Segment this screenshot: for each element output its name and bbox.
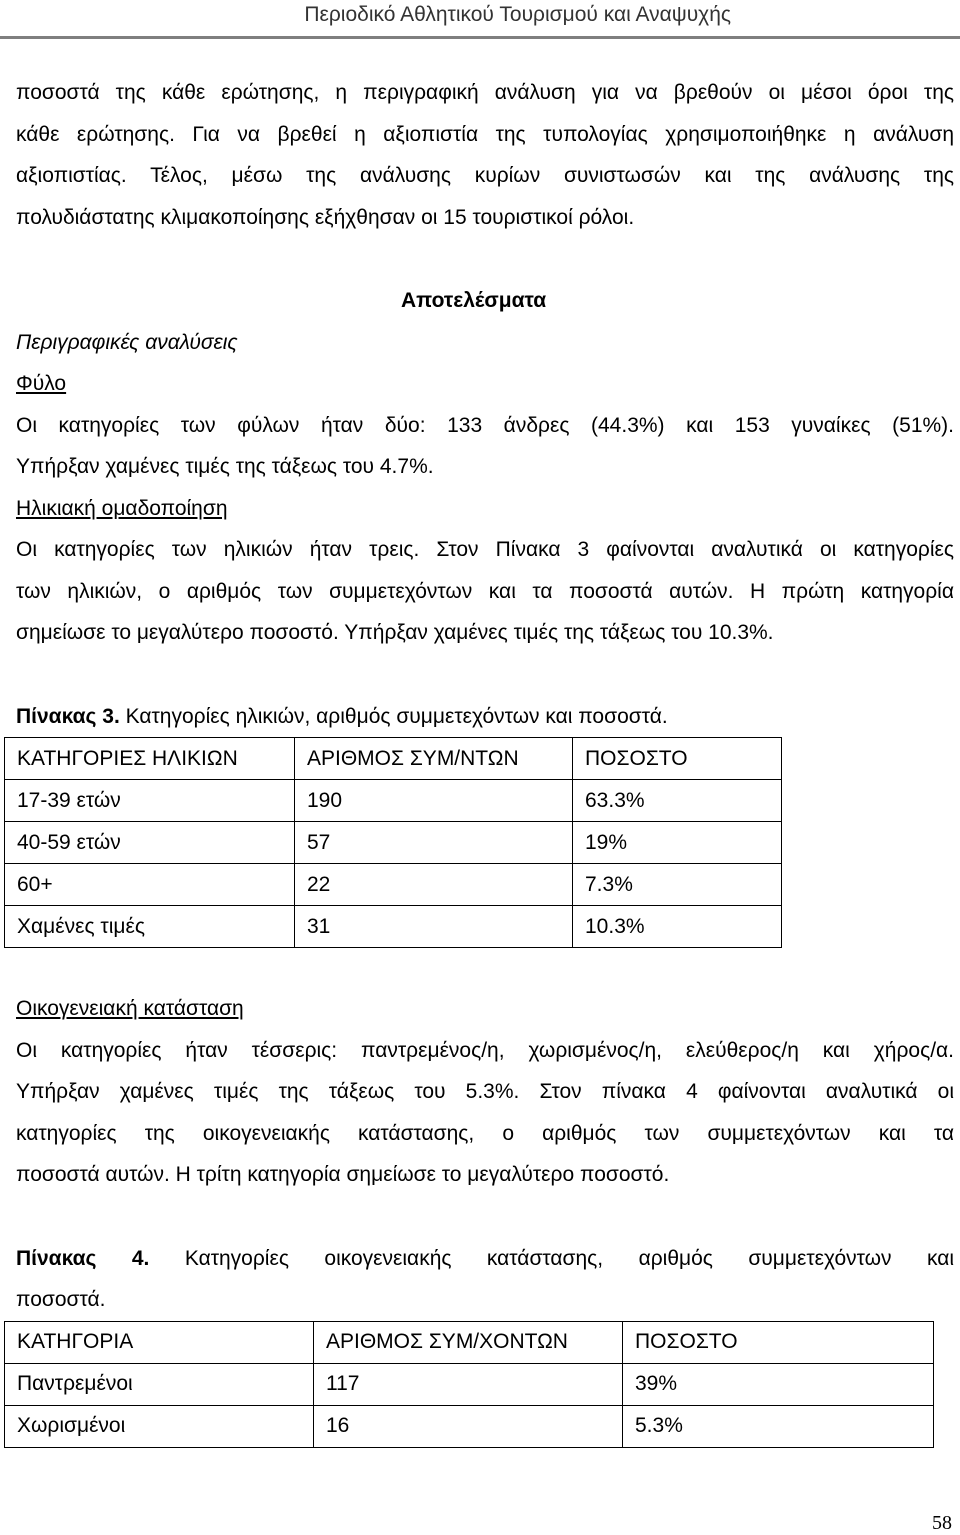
family-heading: Οικογενειακή κατάσταση [16, 997, 244, 1020]
table-cell: 60+ [5, 864, 295, 906]
table-header-cell: ΠΟΣΟΣΤΟ [623, 1321, 934, 1363]
table-cell: Παντρεμένοι [5, 1363, 314, 1405]
table-header-cell: ΠΟΣΟΣΤΟ [573, 738, 782, 780]
table3-caption [16, 696, 954, 738]
paragraph-line: Οι κατηγορίες ήταν τέσσερις: παντρεμένος/η, χωρισμένος/η, ελεύθερος/η και χήρος/α. [16, 1038, 954, 1062]
table-cell: 31 [295, 906, 573, 948]
table-row [5, 906, 782, 948]
table-cell: 17-39 ετών [5, 780, 295, 822]
table-header-row [5, 738, 782, 780]
table-cell: 57 [295, 822, 573, 864]
table4-caption-text: Κατηγορίες οικογενειακής κατάστασης, αριθμός συμμετεχόντων και [149, 1246, 954, 1270]
table-row [5, 1405, 934, 1447]
paragraph-line: αξιοπιστίας. Τέλος, μέσω της ανάλυσης κυρίων συνιστωσών και της ανάλυσης της [16, 164, 954, 187]
table-cell: 5.3% [623, 1405, 934, 1447]
age-heading: Ηλικιακή ομαδοποίηση [16, 496, 228, 520]
age-table [4, 737, 782, 948]
table-cell: 63.3% [573, 780, 782, 822]
table-cell: 117 [314, 1363, 623, 1405]
paragraph-line: κάθε ερώτησης. Για να βρεθεί η αξιοπιστία της τυπολογίας χρησιμοποιήθηκε η ανάλυση [16, 122, 954, 146]
table-row [5, 1363, 934, 1405]
table-row [5, 780, 782, 822]
table-cell: 7.3% [573, 864, 782, 906]
table3-caption-text: Κατηγορίες ηλικιών, αριθμός συμμετεχόντων και ποσοστά. [119, 704, 668, 728]
table-header-cell: ΚΑΤΗΓΟΡΙΕΣ ΗΛΙΚΙΩΝ [5, 738, 295, 780]
table-cell: 16 [314, 1405, 623, 1447]
table-cell: 19% [573, 822, 782, 864]
paragraph-line: ποσοστά αυτών. Η τρίτη κατηγορία σημείωσε το μεγαλύτερο ποσοστό. [16, 1163, 670, 1186]
family-status-table [4, 1321, 934, 1448]
gender-heading: Φύλο [16, 372, 67, 395]
page-content [16, 72, 954, 1448]
table-cell: Χωρισμένοι [5, 1405, 314, 1447]
page-number: 58 [932, 1512, 952, 1534]
paragraph-line: Υπήρξαν χαμένες τιμές της τάξεως του 4.7%. [16, 455, 434, 478]
results-heading: Αποτελέσματα [401, 289, 547, 312]
table-header-cell: ΚΑΤΗΓΟΡΙΑ [5, 1321, 314, 1363]
paragraph-line: Οι κατηγορίες των ηλικιών ήταν τρεις. Στον Πίνακα 3 φαίνονται αναλυτικά οι κατηγορίες [16, 538, 954, 561]
table-row [5, 822, 782, 864]
paragraph-line: Υπήρξαν χαμένες τιμές της τάξεως του 5.3%. Στον πίνακα 4 φαίνονται αναλυτικά οι [16, 1080, 954, 1103]
table-cell: 39% [623, 1363, 934, 1405]
table-cell: 190 [295, 780, 573, 822]
paragraph-line: σημείωσε το μεγαλύτερο ποσοστό. Υπήρξαν χαμένες τιμές της τάξεως του 10.3%. [16, 621, 774, 644]
paragraph-line: ποσοστά της κάθε ερώτησης, η περιγραφική ανάλυση για να βρεθούν οι μέσοι όροι της [16, 81, 954, 104]
table-cell: 22 [295, 864, 573, 906]
paragraph-line: των ηλικιών, ο αριθμός των συμμετεχόντων και τα ποσοστά αυτών. Η πρώτη κατηγορία [16, 579, 954, 603]
paragraph-line: κατηγορίες της οικογενειακής κατάστασης, ο αριθμός των συμμετεχόντων και τα [16, 1121, 954, 1145]
table4-caption [16, 1238, 954, 1280]
descriptive-heading: Περιγραφικές αναλύσεις [16, 330, 238, 354]
table3-caption-label: Πίνακας 3. [16, 704, 120, 728]
table-cell: 40-59 ετών [5, 822, 295, 864]
table-cell: Χαμένες τιμές [5, 906, 295, 948]
table-header-cell: ΑΡΙΘΜΟΣ ΣΥΜ/ΧΟΝΤΩΝ [314, 1321, 623, 1363]
intro-paragraph [16, 72, 954, 238]
table-cell: 10.3% [573, 906, 782, 948]
paragraph-line: Οι κατηγορίες των φύλων ήταν δύο: 133 άνδρες (44.3%) και 153 γυναίκες (51%). [16, 413, 954, 437]
table-header-row [5, 1321, 934, 1363]
header-rule [0, 36, 960, 39]
journal-title: Περιοδικό Αθλητικού Τουρισμού και Αναψυχής [304, 3, 731, 26]
journal-header [0, 0, 960, 32]
table-header-cell: ΑΡΙΘΜΟΣ ΣΥΜ/ΝΤΩΝ [295, 738, 573, 780]
paragraph-line: πολυδιάστατης κλιμακοποίησης εξήχθησαν οι 15 τουριστικοί ρόλοι. [16, 205, 635, 229]
table4-caption-label: Πίνακας 4. [16, 1246, 150, 1270]
table4-caption-continued: ποσοστά. [16, 1288, 106, 1311]
table-row [5, 864, 782, 906]
